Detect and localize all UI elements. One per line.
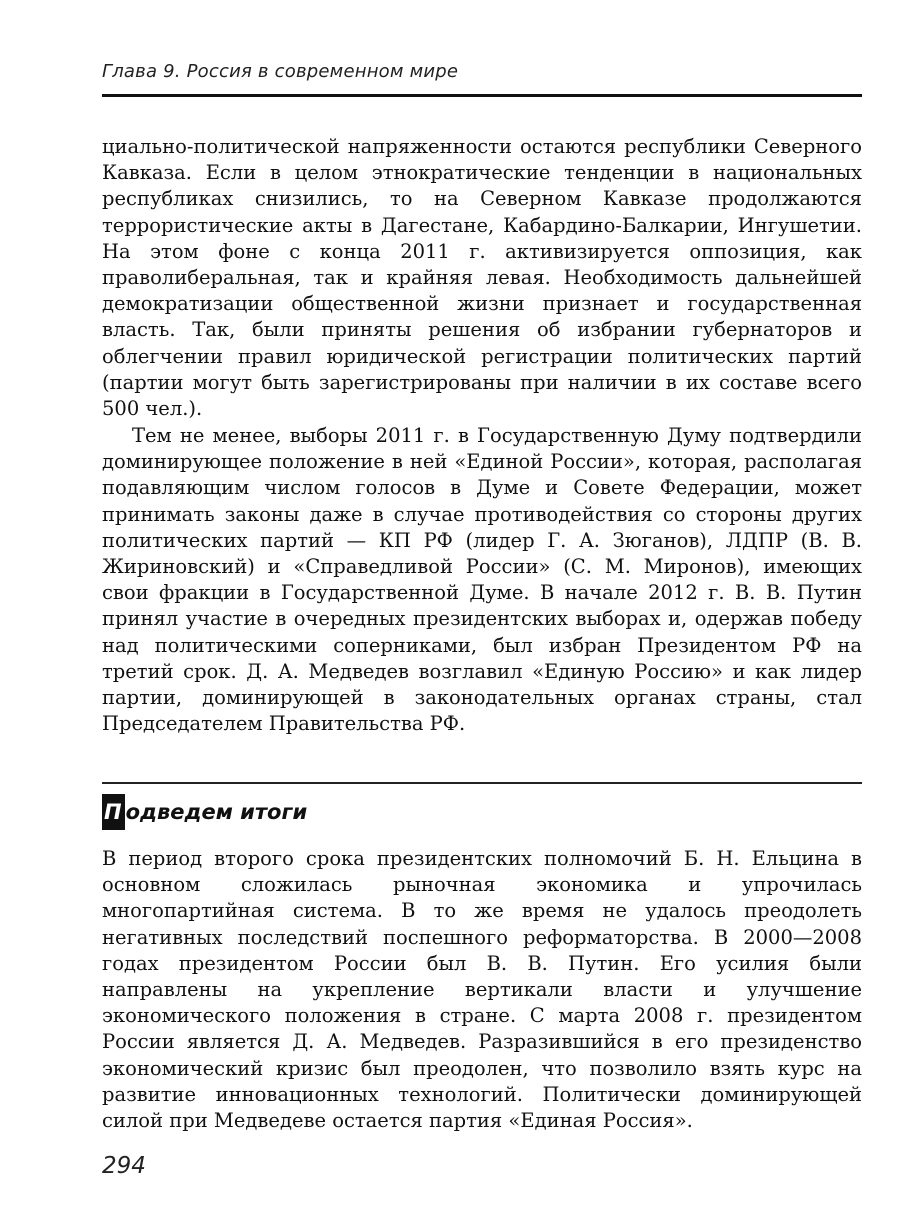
section-heading-text: одведем итоги <box>125 800 308 824</box>
section-heading-initial: П <box>102 794 125 830</box>
header-rule <box>102 94 862 97</box>
body-paragraph-1: циально-политической напряженности остаются республики Северного Кавказа. Если в целом этнократические тенденции в национальных республиках снизились, то на Северном Кавказе продолжаются террористические акты в Дагестане, Кабардино-Балкарии, Ингушетии. На этом фоне с конца 2011 г. активизируется оппозиция, как праволиберальная, так и крайняя левая. Необходимость дальнейшей демократизации общественной жизни признает и государственная власть. Так, были приняты решения об избрании губернаторов и облегчении правил юридической регистрации политических партий (партии могут быть зарегистрированы при наличии в их составе всего 500 чел.). <box>102 135 862 421</box>
body-paragraph-2: Тем не менее, выборы 2011 г. в Государственную Думу подтвердили доминирующее положение в ней «Единой России», которая, располагая подавляющим числом голосов в Думе и Совете Федерации, может принимать законы даже в случае противодействия со стороны других политических партий — КП РФ (лидер Г. А. Зюганов), ЛДПР (В. В. Жириновский) и «Справедливой России» (С. М. Миронов), имеющих свои фракции в Государственной Думе. В начале 2012 г. В. В. Путин принял участие в очередных президентских выборах и, одержав победу над политическими соперниками, был избран Президентом РФ на третий срок. Д. А. Медведев возглавил «Единую Россию» и как лидер партии, доминирующей в законодательных органах страны, стал Председателем Правительства РФ. <box>102 424 862 736</box>
page-number: 294 <box>102 1153 146 1179</box>
section-rule <box>102 782 862 784</box>
summary-paragraph: В период второго срока президентских полномочий Б. Н. Ельцина в основном сложилась рыночная экономика и упрочилась многопартийная система. В то же время не удалось преодолеть негативных последствий поспешного реформаторства. В 2000—2008 годах президентом России был В. В. Путин. Его усилия были направлены на укрепление вертикали власти и улучшение экономического положения в стране. С марта 2008 г. президентом России является Д. А. Медведев. Разразившийся в его президенство экономический кризис был преодолен, что позволило взять курс на развитие инновационных технологий. Политически доминирующей силой при Медведеве остается партия «Единая Россия». <box>102 847 862 1133</box>
section-heading <box>102 793 307 831</box>
running-head: Глава 9. Россия в современном мире <box>102 61 459 82</box>
